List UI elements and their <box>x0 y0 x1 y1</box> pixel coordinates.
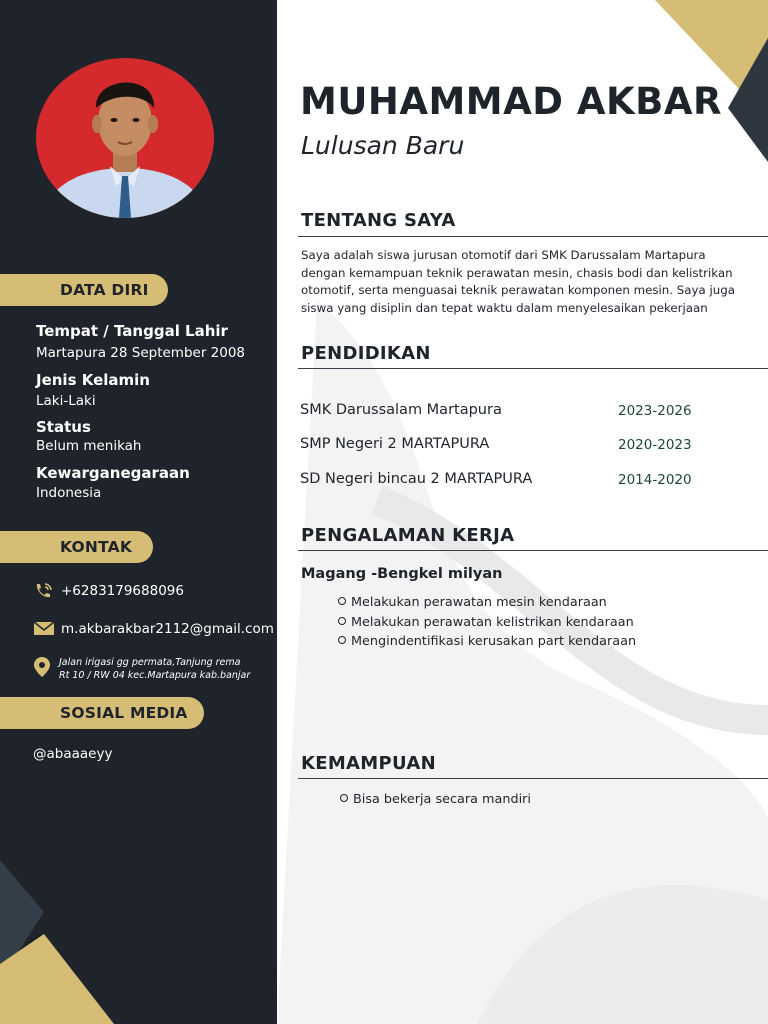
status-value: Belum menikah <box>36 438 142 454</box>
section-title-education: PENDIDIKAN <box>301 343 431 364</box>
section-title-experience: PENGALAMAN KERJA <box>301 525 515 546</box>
person-name: MUHAMMAD AKBAR <box>300 80 722 123</box>
education-years: 2023-2026 <box>618 403 692 419</box>
mail-icon <box>33 620 55 638</box>
gender-value: Laki-Laki <box>36 393 96 409</box>
list-item: Melakukan perawatan kelistrikan kendaraan <box>338 613 636 633</box>
divider <box>298 368 768 369</box>
nationality-label: Kewarganegaraan <box>36 464 190 482</box>
status-label: Status <box>36 418 91 436</box>
section-header-data-diri: DATA DIRI <box>0 274 168 306</box>
phone-icon <box>33 582 55 600</box>
section-header-sosial-media: SOSIAL MEDIA <box>0 697 204 729</box>
address-line-1: Jalan irigasi gg permata,Tanjung rema <box>59 657 241 668</box>
address-row <box>33 656 250 682</box>
nationality-value: Indonesia <box>36 485 102 501</box>
social-handle[interactable]: @abaaaeyy <box>33 746 113 762</box>
skills-list <box>340 790 531 810</box>
bottom-corner-decoration <box>0 860 277 1024</box>
birth-value: Martapura 28 September 2008 <box>36 345 246 361</box>
list-item: Melakukan perawatan mesin kendaraan <box>338 593 636 613</box>
education-years: 2014-2020 <box>618 472 692 488</box>
education-school: SMP Negeri 2 MARTAPURA <box>300 436 490 452</box>
divider <box>298 236 768 237</box>
divider <box>298 778 768 779</box>
phone-number[interactable]: +6283179688096 <box>61 583 184 599</box>
birth-label: Tempat / Tanggal Lahir <box>36 322 228 340</box>
education-school: SD Negeri bincau 2 MARTAPURA <box>300 471 533 487</box>
profile-photo <box>36 58 214 218</box>
education-school: SMK Darussalam Martapura <box>300 402 502 418</box>
divider <box>298 550 768 551</box>
email-address[interactable]: m.akbarakbar2112@gmail.com <box>61 621 274 637</box>
list-item: Mengindentifikasi kerusakan part kendaraan <box>338 632 636 652</box>
location-pin-icon <box>33 656 51 682</box>
phone-row[interactable] <box>33 582 184 600</box>
education-years: 2020-2023 <box>618 437 692 453</box>
email-row[interactable] <box>33 620 274 638</box>
person-subtitle: Lulusan Baru <box>301 131 465 160</box>
sidebar <box>0 0 277 1024</box>
about-text: Saya adalah siswa jurusan otomotif dari SMK Darussalam Martapura dengan kemampuan teknik perawatan mesin, chasis bodi dan kelistrikan otomotif, serta menguasai teknik perawatan komponen mesin. Saya juga siswa yang disiplin dan tepat waktu dalam menyelesaikan pekerjaan <box>301 248 735 315</box>
section-title-skills: KEMAMPUAN <box>301 753 436 774</box>
job-title: Magang -Bengkel milyan <box>301 566 503 582</box>
job-duties-list <box>338 593 636 652</box>
section-title-about: TENTANG SAYA <box>301 210 456 231</box>
section-header-kontak: KONTAK <box>0 531 153 563</box>
address-line-2: Rt 10 / RW 04 kec.Martapura kab.banjar <box>59 670 251 681</box>
gender-label: Jenis Kelamin <box>36 371 150 389</box>
list-item: Bisa bekerja secara mandiri <box>340 790 531 810</box>
